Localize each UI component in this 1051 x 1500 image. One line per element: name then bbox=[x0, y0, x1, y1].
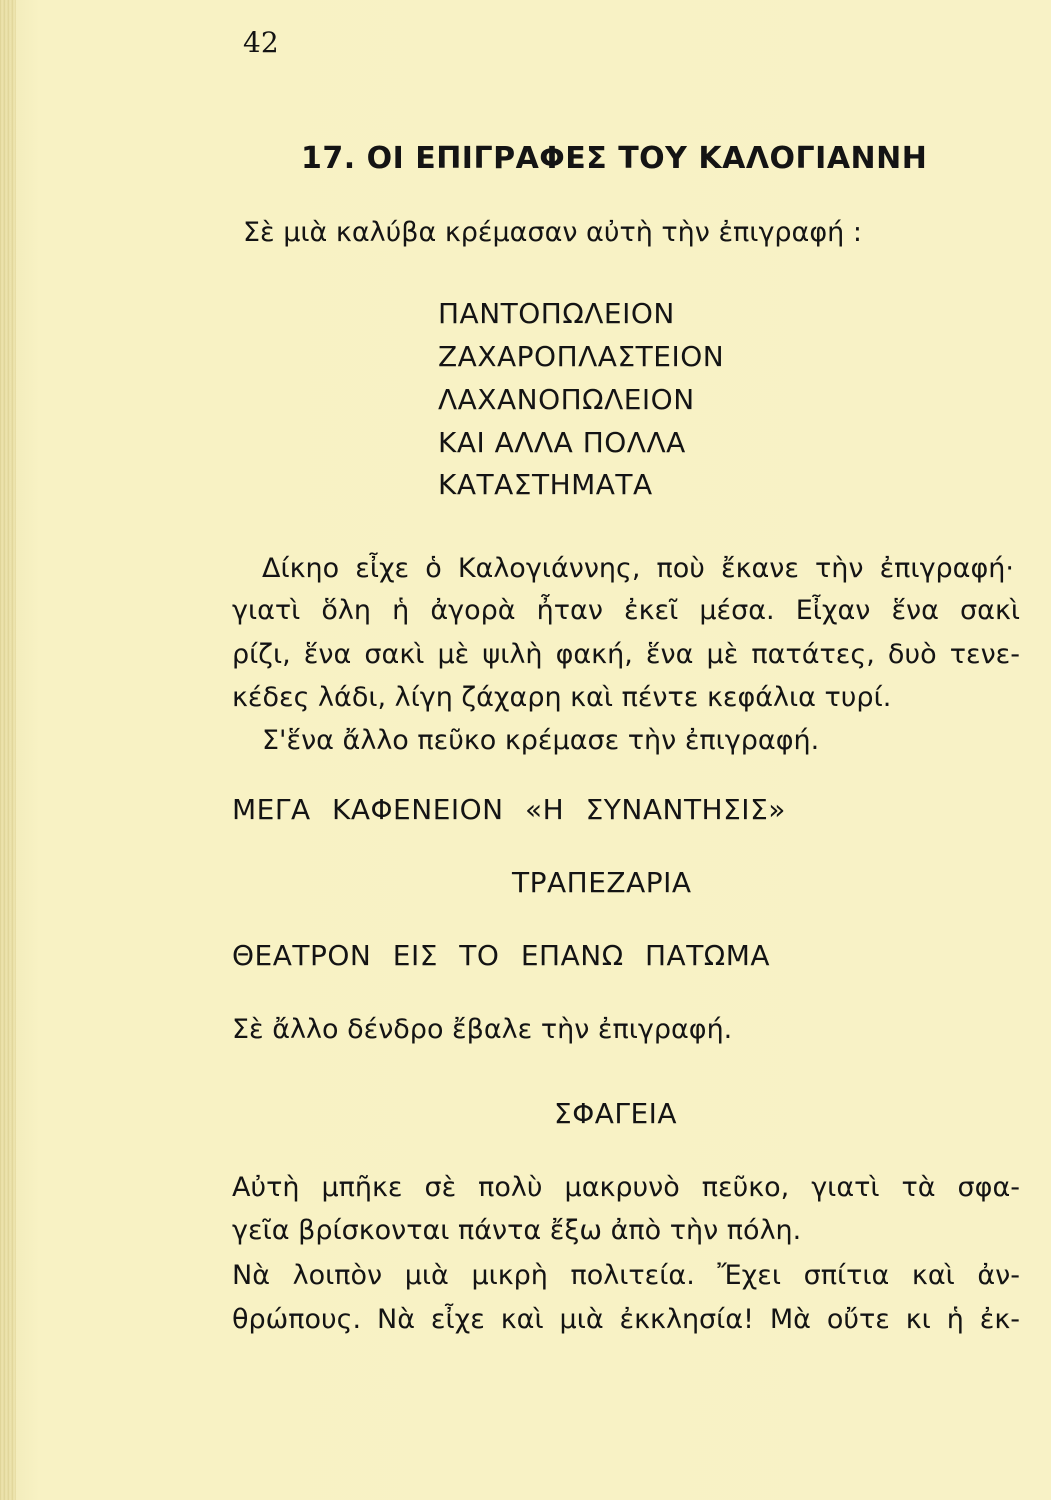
sign2-line: ΜΕΓΑ ΚΑΦΕΝΕΙΟΝ «Η ΣΥΝΑΝΤΗΣΙΣ» bbox=[232, 793, 786, 826]
sign3-text: ΣΦΑΓΕΙΑ bbox=[554, 1097, 678, 1130]
paragraph-line: κέδες λάδι, λίγη ζάχαρη καὶ πέντε κεφάλια τυρί. bbox=[232, 682, 892, 713]
sign2-line: ΘΕΑΤΡΟΝ ΕΙΣ ΤΟ ΕΠΑΝΩ ΠΑΤΩΜΑ bbox=[232, 939, 771, 972]
sign1-line: ΠΑΝΤΟΠΩΛΕΙΟΝ bbox=[438, 297, 675, 330]
paragraph-line: ρίζι, ἕνα σακὶ μὲ ψιλὴ φακή, ἕνα μὲ πατάτες, δυὸ τενε- bbox=[232, 639, 1020, 670]
sign1-line: ΛΑΧΑΝΟΠΩΛΕΙΟΝ bbox=[438, 383, 695, 416]
paragraph-line: Δίκηο εἶχε ὁ Καλογιάννης, ποὺ ἔκανε τὴν ἐπιγραφή· bbox=[262, 553, 1014, 584]
sign1-line: ΚΑΤΑΣΤΗΜΑΤΑ bbox=[438, 468, 653, 501]
paragraph-line: Σ'ἕνα ἄλλο πεῦκο κρέμασε τὴν ἐπιγραφή. bbox=[262, 725, 820, 756]
chapter-heading: 17. ΟΙ ΕΠΙΓΡΑΦΕΣ ΤΟΥ ΚΑΛΟΓΙΑΝΝΗ bbox=[301, 141, 928, 176]
paragraph-line: Σὲ ἄλλο δένδρο ἔβαλε τὴν ἐπιγραφή. bbox=[232, 1014, 733, 1045]
intro-sentence: Σὲ μιὰ καλύβα κρέμασαν αὐτὴ τὴν ἐπιγραφή : bbox=[243, 217, 862, 248]
book-spine-edge bbox=[0, 0, 16, 1500]
sign2-line: ΤΡΑΠΕΖΑΡΙΑ bbox=[512, 866, 692, 899]
paragraph-line: Νὰ λοιπὸν μιὰ μικρὴ πολιτεία. Ἔχει σπίτια καὶ ἀν- bbox=[232, 1260, 1020, 1291]
paragraph-line: γεῖα βρίσκονται πάντα ἔξω ἀπὸ τὴν πόλη. bbox=[232, 1215, 802, 1246]
paragraph-line: γιατὶ ὅλη ἡ ἀγορὰ ἦταν ἐκεῖ μέσα. Εἶχαν ἕνα σακὶ bbox=[232, 595, 1020, 626]
sign1-line: ΚΑΙ ΑΛΛΑ ΠΟΛΛΑ bbox=[438, 426, 686, 459]
page-number: 42 bbox=[243, 26, 279, 59]
paragraph-line: θρώπους. Νὰ εἶχε καὶ μιὰ ἐκκλησία! Μὰ οὔτε κι ἡ ἐκ- bbox=[232, 1304, 1020, 1335]
sign1-line: ΖΑΧΑΡΟΠΛΑΣΤΕΙΟΝ bbox=[438, 340, 725, 373]
paragraph-line: Αὐτὴ μπῆκε σὲ πολὺ μακρυνὸ πεῦκο, γιατὶ τὰ σφα- bbox=[232, 1172, 1020, 1203]
